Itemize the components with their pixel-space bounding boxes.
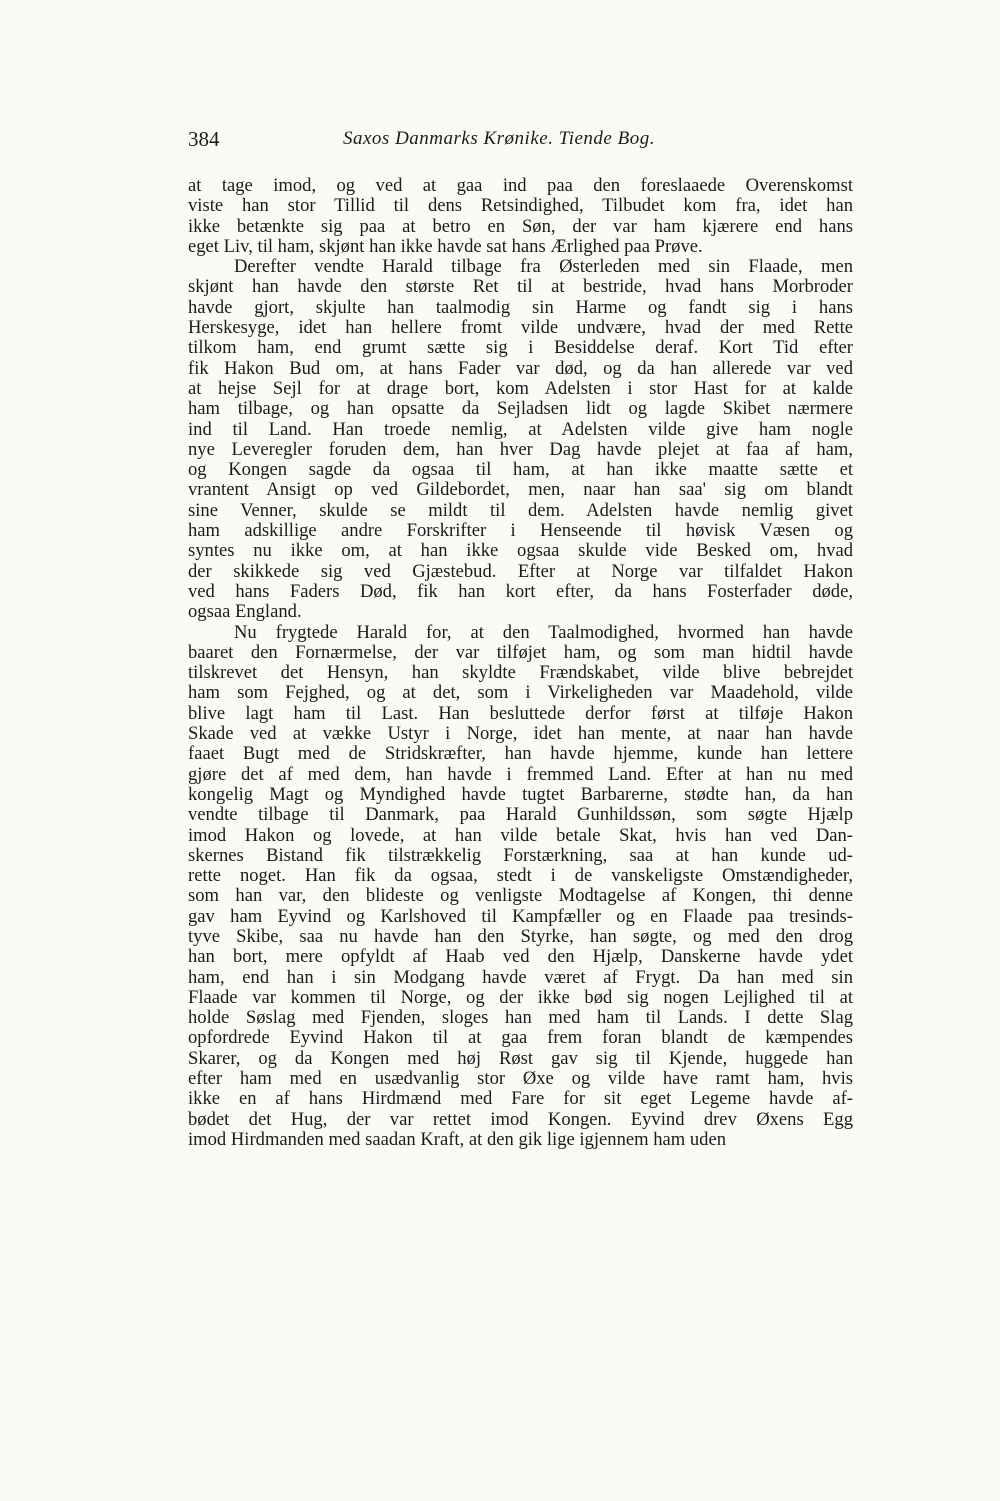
text-line: tyve Skibe, saa nu havde han den Styrke, han søgte, og med den drog: [188, 926, 853, 947]
text-line: sine Venner, skulde se mildt til dem. Adelsten havde nemlig givet: [188, 500, 853, 521]
text-line: ham, end han i sin Modgang havde været af Frygt. Da han med sin: [188, 967, 853, 988]
text-line: som han var, den blideste og venligste Modtagelse af Kongen, thi denne: [188, 886, 853, 907]
text-line: Skade ved at vække Ustyr i Norge, idet han mente, at naar han havde: [188, 724, 853, 745]
text-line: der skikkede sig ved Gjæstebud. Efter at Norge var tilfaldet Hakon: [188, 561, 853, 582]
text-line: at tage imod, og ved at gaa ind paa den foreslaaede Overenskomst: [188, 176, 853, 196]
text-line: skernes Bistand fik tilstrækkelig Forstærkning, saa at han kunde ud-: [188, 845, 853, 866]
text-line: han bort, mere opfyldt af Haab ved den Hjælp, Danskerne havde ydet: [188, 947, 853, 968]
text-line: Nu frygtede Harald for, at den Taalmodighed, hvormed han havde: [234, 622, 853, 643]
running-title: Saxos Danmarks Krønike. Tiende Bog.: [343, 128, 655, 149]
text-line: vrantent Ansigt op ved Gildebordet, men, naar han saa' sig om blandt: [188, 480, 853, 501]
text-line: bødet det Hug, der var rettet imod Kongen. Eyvind drev Øxens Egg: [188, 1109, 853, 1130]
text-line: Skarer, og da Kongen med høj Røst gav sig til Kjende, huggede han: [188, 1048, 853, 1069]
text-line: gjøre det af med dem, han havde i fremmed Land. Efter at han nu med: [188, 764, 853, 785]
text-line: ham adskillige andre Forskrifter i Henseende til høvisk Væsen og: [188, 521, 853, 542]
text-line: Herskesyge, idet han hellere fromt vilde undvære, hvad der med Rette: [188, 318, 853, 339]
text-line: gav ham Eyvind og Karlshoved til Kampfæller og en Flaade paa tresinds-: [188, 906, 853, 927]
page-header: [188, 124, 848, 154]
text-line: tilskrevet det Hensyn, han skyldte Frændskabet, vilde blive bebrejdet: [188, 663, 853, 684]
text-line: ham tilbage, og han opsatte da Sejladsen lidt og lagde Skibet nærmere: [188, 399, 853, 420]
text-line: havde gjort, skjulte han taalmodig sin Harme og fandt sig i hans: [188, 297, 853, 318]
text-line: vendte tilbage til Danmark, paa Harald Gunhildssøn, som søgte Hjælp: [188, 805, 853, 826]
text-line: ind til Land. Han troede nemlig, at Adelsten vilde give ham nogle: [188, 419, 853, 440]
text-line: at hejse Sejl for at drage bort, kom Adelsten i stor Hast for at kalde: [188, 378, 853, 399]
text-line: viste han stor Tillid til dens Retsindighed, Tilbudet kom fra, idet han: [188, 196, 853, 217]
text-line: ham som Fejghed, og at det, som i Virkeligheden var Maadehold, vilde: [188, 683, 853, 704]
text-line: holde Søslag med Fjenden, sloges han med ham til Lands. I dette Slag: [188, 1008, 853, 1029]
text-line: baaret den Fornærmelse, der var tilføjet ham, og som man hidtil havde: [188, 642, 853, 663]
text-line: ikke en af hans Hirdmænd med Fare for sit eget Legeme havde af-: [188, 1089, 853, 1110]
text-line: tilkom ham, end grumt sætte sig i Besiddelse deraf. Kort Tid efter: [188, 338, 853, 359]
text-line: efter ham med en usædvanlig stor Øxe og vilde have ramt ham, hvis: [188, 1069, 853, 1090]
text-line: blive lagt ham til Last. Han besluttede derfor først at tilføje Hakon: [188, 703, 853, 724]
text-line: Flaade var kommen til Norge, og der ikke bød sig nogen Lejlighed til at: [188, 987, 853, 1008]
text-line: ogsaa England.: [188, 602, 302, 623]
text-line: opfordrede Eyvind Hakon til at gaa frem foran blandt de kæmpendes: [188, 1028, 853, 1049]
text-line: rette noget. Han fik da ogsaa, stedt i de vanskeligste Omstændigheder,: [188, 866, 853, 887]
text-line: og Kongen sagde da ogsaa til ham, at han ikke maatte sætte et: [188, 460, 853, 481]
text-line: faaet Bugt med de Stridskræfter, han havde hjemme, kunde han lettere: [188, 744, 853, 765]
text-line: syntes nu ikke om, at han ikke ogsaa skulde vide Besked om, hvad: [188, 541, 853, 562]
text-line: skjønt han havde den største Ret til at bestride, hvad hans Morbroder: [188, 277, 853, 298]
text-line: nye Leveregler foruden dem, han hver Dag havde plejet at faa af ham,: [188, 439, 853, 460]
text-line: Derefter vendte Harald tilbage fra Østerleden med sin Flaade, men: [234, 257, 853, 278]
text-line: imod Hakon og lovede, at han vilde betale Skat, hvis han ved Dan-: [188, 825, 853, 846]
text-line: eget Liv, til ham, skjønt han ikke havde sat hans Ærlighed paa Prøve.: [188, 236, 703, 257]
text-line: imod Hirdmanden med saadan Kraft, at den gik lige igjennem ham uden: [188, 1129, 727, 1150]
body-text: [188, 176, 853, 1150]
text-line: kongelig Magt og Myndighed havde tugtet Barbarerne, stødte han, da han: [188, 784, 853, 805]
text-line: fik Hakon Bud om, at hans Fader var død, og da han allerede var ved: [188, 358, 853, 379]
text-line: ikke betænkte sig paa at betro en Søn, der var ham kjærere end hans: [188, 216, 853, 237]
page-number: 384: [188, 127, 220, 151]
text-line: ved hans Faders Død, fik han kort efter, da hans Fosterfader døde,: [188, 581, 853, 602]
